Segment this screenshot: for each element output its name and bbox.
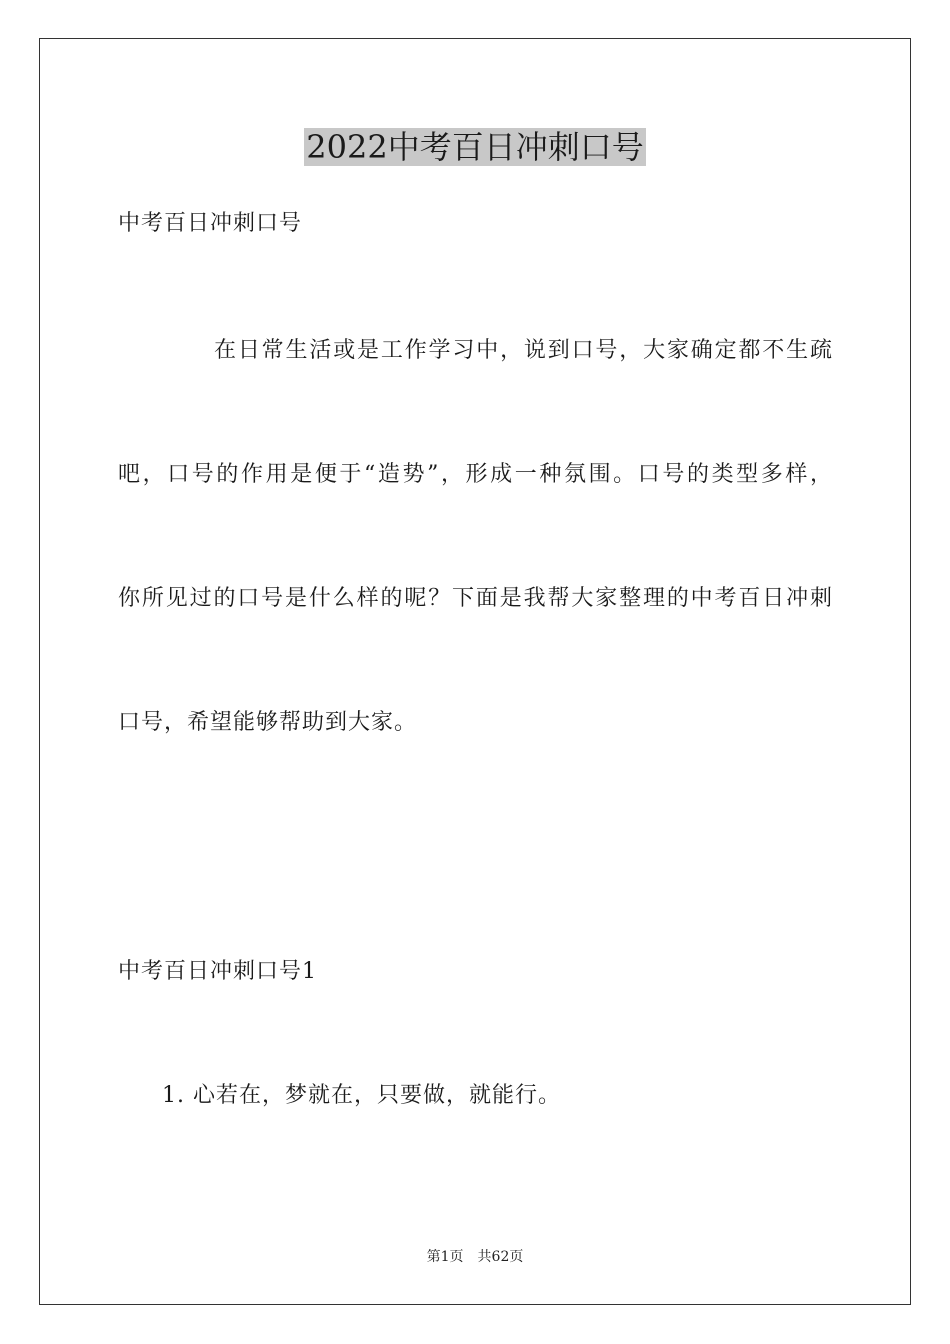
page-number: 第1页: [426, 1249, 464, 1265]
intro-line-1: 在日常生活或是工作学习中，说到口号，大家确定都不生疏: [214, 338, 832, 363]
title-container: [0, 128, 950, 166]
page-footer: [0, 1248, 950, 1266]
document-title: 2022中考百日冲刺口号: [306, 128, 644, 166]
intro-line-3: 你所见过的口号是什么样的呢？下面是我帮大家整理的中考百日冲刺: [118, 586, 832, 611]
list-item: 1. 心若在，梦就在，只要做，就能行。: [162, 1083, 561, 1108]
page-total: 共62页: [477, 1249, 524, 1265]
document-subtitle: 中考百日冲刺口号: [118, 211, 303, 236]
intro-line-2: 吧，口号的作用是便于“造势”，形成一种氛围。口号的类型多样，: [118, 462, 832, 487]
section-heading: 中考百日冲刺口号1: [118, 959, 317, 984]
intro-line-4: 口号，希望能够帮助到大家。: [118, 710, 418, 735]
